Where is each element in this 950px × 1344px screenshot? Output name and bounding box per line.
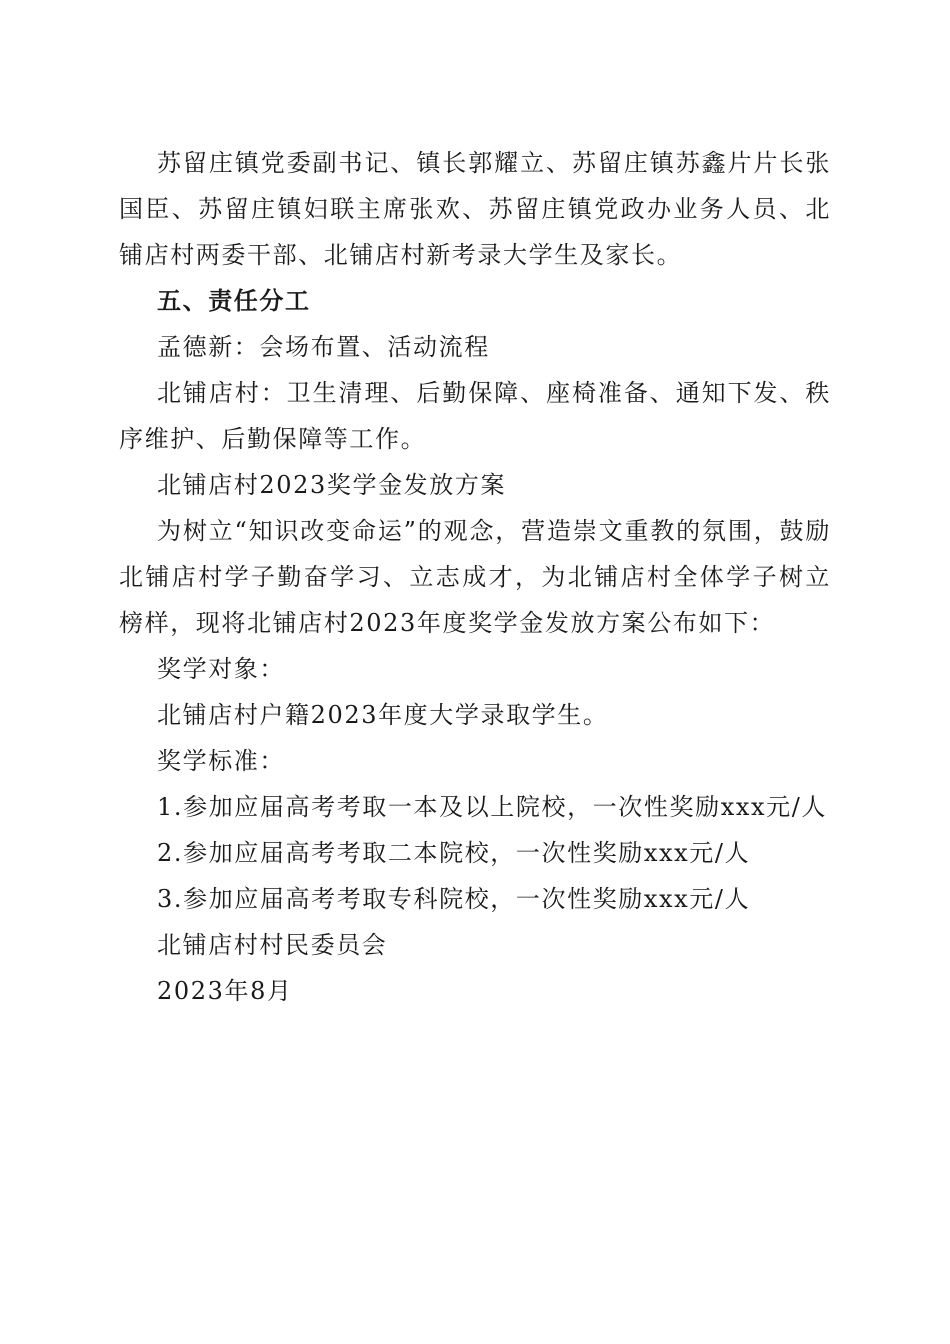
target-label: 奖学对象： — [157, 655, 285, 683]
document-body — [119, 140, 831, 1014]
standard-label: 奖学标准： — [157, 747, 285, 775]
standard-item-2: 2.参加应届高考考取二本院校，一次性奖励xxx元/人 — [157, 839, 751, 867]
plan-intro-paragraph: 为树立“知识改变命运”的观念，营造崇文重教的氛围，鼓励北铺店村学子勤奋学习、立志成才，为北铺店村全体学子树立榜样，现将北铺店村2023年度奖学金发放方案公布如下： — [119, 517, 831, 637]
signature-date: 2023年8月 — [157, 977, 293, 1005]
standard-item-3: 3.参加应届高考考取专科院校，一次性奖励xxx元/人 — [157, 885, 751, 913]
plan-title: 北铺店村2023奖学金发放方案 — [157, 471, 507, 499]
duty-village-paragraph: 北铺店村：卫生清理、后勤保障、座椅准备、通知下发、秩序维护、后勤保障等工作。 — [119, 379, 831, 453]
section-five-heading: 五、责任分工 — [157, 287, 311, 315]
signature-organization: 北铺店村村民委员会 — [157, 931, 388, 959]
participants-paragraph: 苏留庄镇党委副书记、镇长郭耀立、苏留庄镇苏鑫片片长张国臣、苏留庄镇妇联主席张欢、苏留庄镇党政办业务人员、北铺店村两委干部、北铺店村新考录大学生及家长。 — [119, 149, 831, 269]
standard-item-1: 1.参加应届高考考取一本及以上院校，一次性奖励xxx元/人 — [157, 793, 827, 821]
target-description: 北铺店村户籍2023年度大学录取学生。 — [157, 701, 609, 729]
duty-meng-paragraph: 孟德新：会场布置、活动流程 — [157, 333, 490, 361]
